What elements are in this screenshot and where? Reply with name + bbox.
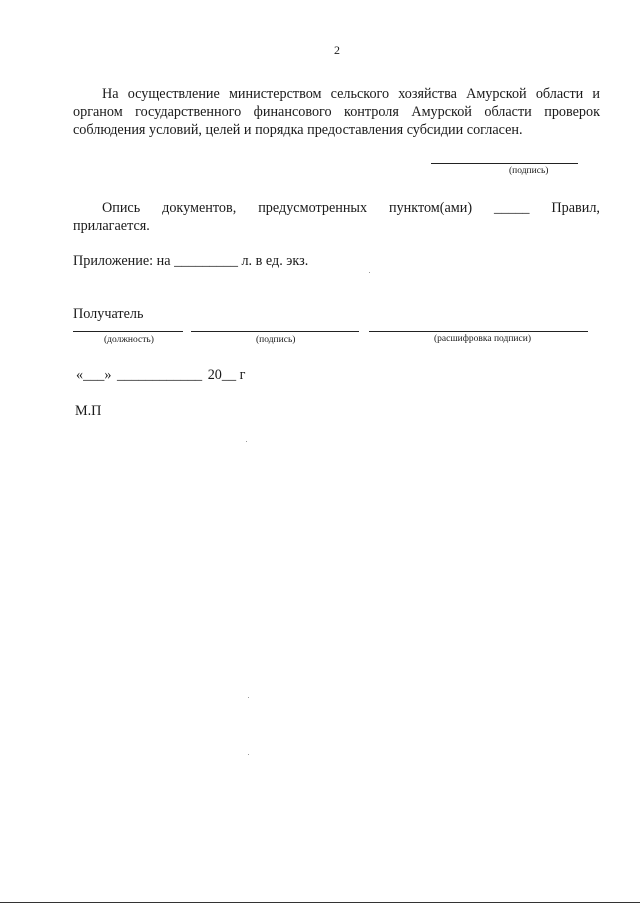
inventory-word-3: предусмотренных bbox=[258, 200, 368, 216]
signature-decoding-caption: (расшифровка подписи) bbox=[434, 334, 531, 344]
consent-line-1: На осуществление министерством сельского хозяйства Амурской области и bbox=[102, 86, 600, 102]
attachment-suffix: л. в ед. экз. bbox=[241, 253, 309, 269]
signature-caption-1: (подпись) bbox=[509, 166, 549, 176]
inventory-word-2: документов, bbox=[162, 200, 237, 216]
signature-line-1 bbox=[431, 163, 578, 164]
consent-line-3: соблюдения условий, целей и порядка предоставления субсидии согласен. bbox=[73, 122, 523, 138]
attachment-blank: _________ bbox=[174, 253, 238, 269]
date-open-quote: « bbox=[76, 367, 84, 383]
scan-speck bbox=[369, 272, 370, 273]
inventory-word-4: пунктом(ами) bbox=[388, 200, 473, 216]
scan-bottom-edge bbox=[0, 902, 640, 903]
date-year-blank: __ bbox=[221, 367, 237, 383]
inventory-line-1 bbox=[102, 199, 600, 217]
scan-speck bbox=[248, 697, 249, 698]
stamp-mark: М.П bbox=[75, 403, 102, 419]
date-month-blank: ____________ bbox=[117, 367, 203, 383]
date-day-blank: ___ bbox=[83, 367, 105, 383]
date-year-prefix: 20 bbox=[207, 367, 222, 383]
attachment-prefix: Приложение: на bbox=[73, 253, 171, 269]
inventory-blank: _____ bbox=[494, 200, 530, 216]
position-caption: (должность) bbox=[104, 335, 154, 345]
inventory-word-1: Опись bbox=[102, 200, 141, 216]
scan-speck bbox=[246, 441, 247, 442]
date-year-suffix: г bbox=[239, 367, 246, 383]
position-line bbox=[73, 331, 183, 332]
inventory-line-2: прилагается. bbox=[73, 218, 150, 234]
consent-line-2: органом государственного финансового контроля Амурской области проверок bbox=[73, 104, 600, 120]
date-close-quote: » bbox=[104, 367, 112, 383]
signature-decoding-line bbox=[369, 331, 588, 332]
recipient-label: Получатель bbox=[73, 306, 144, 322]
inventory-word-6: Правил, bbox=[551, 200, 600, 216]
date-line bbox=[76, 366, 245, 384]
page-number: 2 bbox=[334, 43, 340, 57]
scan-speck bbox=[248, 754, 249, 755]
recipient-signature-caption: (подпись) bbox=[256, 335, 296, 345]
attachment-line bbox=[73, 252, 308, 270]
recipient-signature-line bbox=[191, 331, 359, 332]
